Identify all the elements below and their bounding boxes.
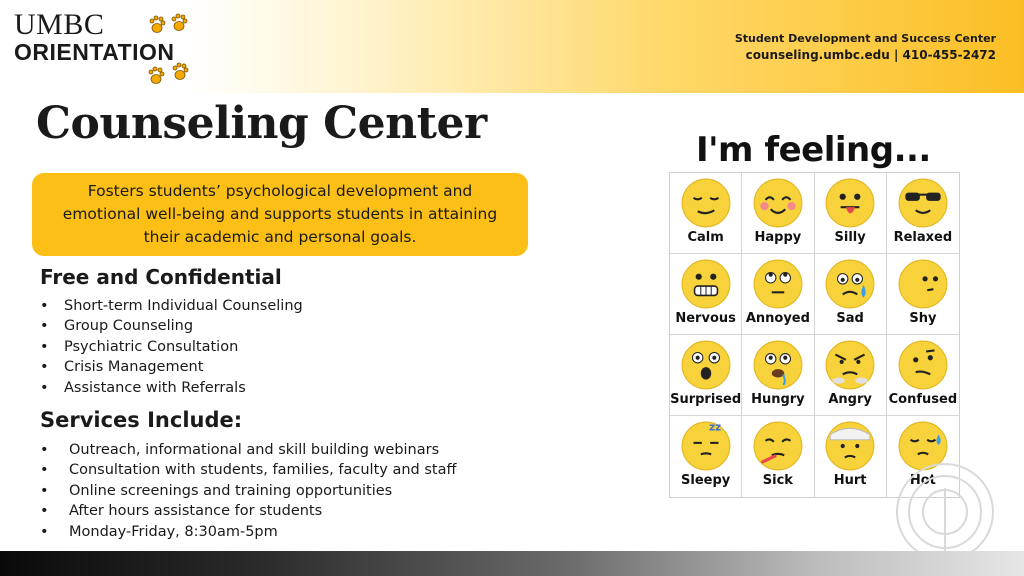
services-heading: Services Include: xyxy=(40,408,243,432)
bullet: • xyxy=(40,442,49,458)
relaxed-face-icon xyxy=(897,177,949,229)
bullet: • xyxy=(40,482,49,499)
feeling-cell xyxy=(742,335,814,416)
paw-print-icon xyxy=(148,12,192,36)
bullet: • xyxy=(40,338,49,355)
feeling-cell xyxy=(670,335,742,416)
bullet: • xyxy=(40,298,49,314)
list-item-text: Short-term Individual Counseling xyxy=(64,298,303,314)
svg-text:zz: zz xyxy=(708,421,721,434)
surprised-face-icon xyxy=(680,339,732,391)
list-item-text: Outreach, informational and skill building webinars xyxy=(69,442,440,458)
list-item xyxy=(40,296,303,316)
hungry-face-icon xyxy=(752,339,804,391)
contact-info xyxy=(735,31,996,64)
list-item-text: Consultation with students, families, faculty and staff xyxy=(69,462,457,479)
shy-face-icon xyxy=(897,258,949,310)
list-item-text: Group Counseling xyxy=(64,318,194,335)
bullet: • xyxy=(40,503,49,520)
hurt-face-icon xyxy=(824,420,876,472)
page-title: Counseling Center xyxy=(36,98,487,149)
list-item-text: Monday-Friday, 8:30am-5pm xyxy=(69,523,278,540)
feeling-cell xyxy=(815,173,887,254)
list-item-text: Psychiatric Consultation xyxy=(64,338,239,355)
feeling-cell xyxy=(670,416,742,497)
feeling-cell xyxy=(670,254,742,335)
list-item xyxy=(40,378,303,398)
feeling-cell xyxy=(815,254,887,335)
mission-statement-box xyxy=(32,173,528,256)
list-item-text: Crisis Management xyxy=(64,359,204,376)
feeling-label: Sick xyxy=(762,473,793,488)
list-item xyxy=(40,481,456,501)
bullet: • xyxy=(40,359,49,376)
bullet: • xyxy=(40,318,49,335)
bullet: • xyxy=(40,523,49,540)
feeling-cell xyxy=(815,335,887,416)
logo-orientation-text: ORIENTATION xyxy=(14,39,175,65)
free-confidential-heading: Free and Confidential xyxy=(40,265,282,289)
contact-website-phone: counseling.umbc.edu | 410-455-2472 xyxy=(745,48,996,62)
feeling-cell xyxy=(815,416,887,497)
calm-face-icon xyxy=(680,177,732,229)
list-item xyxy=(40,337,303,357)
list-item xyxy=(40,501,456,521)
list-item xyxy=(40,440,456,460)
bullet: • xyxy=(40,462,49,479)
feeling-label: Nervous xyxy=(675,311,736,326)
feeling-label: Hurt xyxy=(833,473,867,488)
watermark-logo-icon xyxy=(895,460,995,555)
mission-statement-text: Fosters students’ psychological development and emotional well-being and supports students in attaining their academic and personal goals. xyxy=(62,182,498,246)
free-confidential-list xyxy=(40,296,303,398)
services-list xyxy=(40,440,456,542)
feeling-label: Confused xyxy=(888,392,958,407)
feeling-cell xyxy=(742,254,814,335)
feeling-label: Sleepy xyxy=(681,473,731,488)
list-item xyxy=(40,357,303,377)
sad-face-icon xyxy=(824,258,876,310)
feeling-cell xyxy=(742,416,814,497)
happy-face-icon xyxy=(752,177,804,229)
list-item xyxy=(40,460,456,480)
confused-face-icon xyxy=(897,339,949,391)
annoyed-face-icon xyxy=(752,258,804,310)
feeling-label: Hungry xyxy=(751,392,805,407)
feeling-cell xyxy=(742,173,814,254)
list-item-text: After hours assistance for students xyxy=(69,503,323,520)
feeling-label: Angry xyxy=(828,392,872,407)
sick-face-icon xyxy=(752,420,804,472)
bullet: • xyxy=(40,379,49,396)
feeling-cell xyxy=(887,254,959,335)
feeling-label: Annoyed xyxy=(745,311,810,326)
nervous-face-icon xyxy=(680,258,732,310)
feeling-label: Shy xyxy=(909,311,937,326)
list-item-text: Assistance with Referrals xyxy=(64,379,246,396)
paw-print-icon xyxy=(146,60,194,88)
feeling-label: Silly xyxy=(834,230,866,245)
feeling-label: Sad xyxy=(836,311,864,326)
contact-title: Student Development and Success Center xyxy=(734,32,996,45)
feeling-label: Surprised xyxy=(670,392,742,407)
feeling-cell xyxy=(887,173,959,254)
feeling-cell xyxy=(670,173,742,254)
logo-umbc-text: UMBC xyxy=(14,8,105,41)
angry-face-icon xyxy=(824,339,876,391)
feelings-chart-grid xyxy=(669,172,960,498)
sleepy-face-icon xyxy=(680,420,732,472)
feeling-label: Relaxed xyxy=(893,230,953,245)
feeling-cell xyxy=(887,335,959,416)
list-item xyxy=(40,316,303,336)
feeling-label: Happy xyxy=(754,230,802,245)
feeling-label: Calm xyxy=(687,230,724,245)
silly-face-icon xyxy=(824,177,876,229)
feelings-chart-title: I'm feeling... xyxy=(696,130,931,170)
feeling-label: Hot xyxy=(909,473,936,488)
list-item-text: Online screenings and training opportunities xyxy=(69,482,393,499)
footer-gradient-bar xyxy=(0,551,1024,576)
list-item xyxy=(40,522,456,542)
